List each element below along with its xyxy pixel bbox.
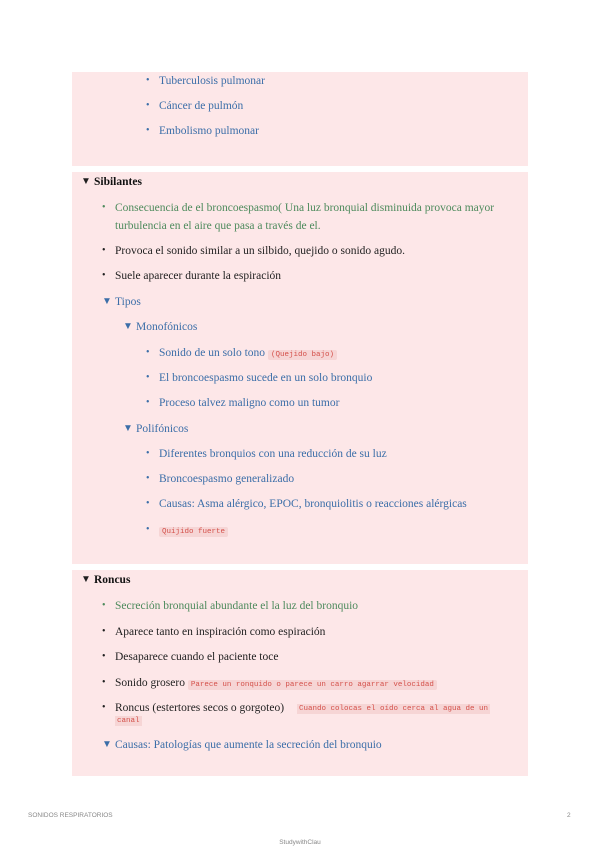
toggle-block-top xyxy=(72,72,528,166)
bullet-icon: • xyxy=(146,524,150,535)
toggle-triangle-icon[interactable]: ▼ xyxy=(81,574,91,585)
bullet-icon: • xyxy=(146,397,150,408)
toggle-triangle-icon[interactable]: ▼ xyxy=(123,321,133,332)
toggle-block-sibilantes xyxy=(72,172,528,564)
bullet-icon: • xyxy=(102,626,106,637)
bullet-icon: • xyxy=(146,473,150,484)
toggle-triangle-icon[interactable]: ▼ xyxy=(102,296,112,307)
list-item: Embolismo pulmonar xyxy=(159,125,259,137)
inline-code xyxy=(115,715,142,727)
list-item-text: Sonido grosero xyxy=(115,677,185,689)
list-item xyxy=(159,344,337,364)
bullet-icon: • xyxy=(146,100,150,111)
list-item: Suele aparecer durante la espiración xyxy=(115,270,282,282)
toggle-label-polifonicos[interactable]: Polifónicos xyxy=(136,423,189,435)
inline-code: (Quejido bajo) xyxy=(268,350,337,360)
list-item: Causas: Asma alérgico, EPOC, bronquiolitis o reacciones alérgicas xyxy=(159,498,467,510)
list-item: Proceso talvez maligno como un tumor xyxy=(159,397,340,409)
list-item: El broncoespasmo sucede en un solo bronquio xyxy=(159,372,373,384)
list-item: Desaparece cuando el paciente toce xyxy=(115,651,279,663)
toggle-triangle-icon[interactable]: ▼ xyxy=(81,176,91,187)
bullet-icon: • xyxy=(146,75,150,86)
list-item xyxy=(115,674,437,694)
inline-code xyxy=(297,703,490,715)
bullet-icon: • xyxy=(102,202,106,213)
list-item: Cáncer de pulmón xyxy=(159,100,244,112)
list-item: Diferentes bronquios con una reducción de su luz xyxy=(159,448,387,460)
bullet-icon: • xyxy=(146,498,150,509)
bullet-icon: • xyxy=(102,245,106,256)
list-item xyxy=(159,521,228,541)
bullet-icon: • xyxy=(102,651,106,662)
section-heading-roncus: Roncus xyxy=(94,574,131,586)
list-item: Provoca el sonido similar a un silbido, quejido o sonido agudo. xyxy=(115,245,406,257)
inline-code: Quijido fuerte xyxy=(159,527,228,537)
inline-code-line: Cuando colocas el oído cerca al agua de un xyxy=(299,705,489,713)
list-item: Secreción bronquial abundante el la luz del bronquio xyxy=(115,600,359,612)
footer-title: SONIDOS RESPIRATORIOS xyxy=(28,812,113,819)
bullet-icon: • xyxy=(146,448,150,459)
bullet-icon: • xyxy=(102,677,106,688)
list-item-text: Roncus (estertores secos o gorgoteo) xyxy=(115,702,285,714)
toggle-triangle-icon[interactable]: ▼ xyxy=(123,423,133,434)
list-item-text: Sonido de un solo tono xyxy=(159,347,266,359)
bullet-icon: • xyxy=(102,702,106,713)
bullet-icon: • xyxy=(102,600,106,611)
toggle-triangle-icon[interactable]: ▼ xyxy=(102,739,112,750)
bullet-icon: • xyxy=(146,125,150,136)
bullet-icon: • xyxy=(146,347,150,358)
bullet-icon: • xyxy=(146,372,150,383)
list-item: Tuberculosis pulmonar xyxy=(159,75,265,87)
list-item: Consecuencia de el broncoespasmo( Una luz bronquial disminuida provoca mayor xyxy=(115,202,495,214)
toggle-block-roncus xyxy=(72,570,528,776)
list-item: Broncoespasmo generalizado xyxy=(159,473,295,485)
inline-code: Parece un ronquido o parece un carro agarrar velocidad xyxy=(188,680,437,690)
list-item: Aparece tanto en inspiración como espiración xyxy=(115,626,326,638)
list-item-continuation: turbulencia en el aire que pasa a través de el. xyxy=(115,220,321,232)
section-heading-sibilantes: Sibilantes xyxy=(94,176,142,188)
bullet-icon: • xyxy=(102,270,106,281)
toggle-label-tipos[interactable]: Tipos xyxy=(115,296,141,308)
toggle-label-monofonicos[interactable]: Monofónicos xyxy=(136,321,198,333)
page-number: 2 xyxy=(567,812,571,819)
footer-credit: StudywithClau xyxy=(279,839,321,846)
inline-code-line: canal xyxy=(117,717,140,725)
toggle-label-causas[interactable]: Causas: Patologías que aumente la secreción del bronquio xyxy=(115,739,382,751)
